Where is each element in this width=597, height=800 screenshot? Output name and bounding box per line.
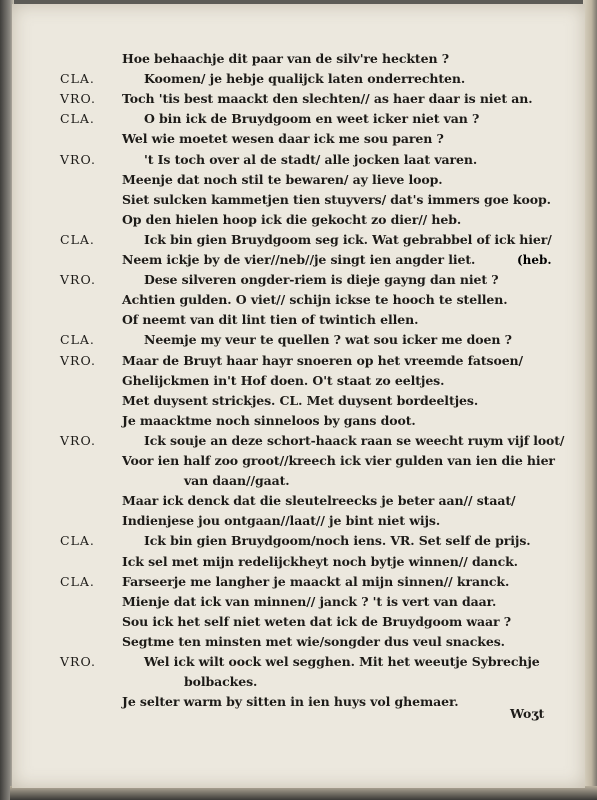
line-text: Hoe behaachje dit paar van de silv're heckten ? — [122, 51, 449, 66]
speaker-label: VRO. — [60, 151, 96, 167]
dialogue-line — [12, 511, 585, 531]
line-text: Ick bin gien Bruydgoom/noch iens. VR. Set self de prijs. — [144, 533, 531, 549]
line-text: Meenje dat noch stil te bewaren/ ay lieve loop. — [122, 171, 443, 187]
line-text: Toch 'tis best maackt den slechten// as haer daar is niet an. — [122, 91, 533, 107]
dialogue-line — [12, 632, 585, 652]
line-text: bolbackes. — [184, 674, 258, 690]
dialogue-line — [12, 391, 585, 411]
dialogue-line — [12, 109, 585, 129]
line-text: Ick souje an deze schort-haack raan se weecht ruym vijf loot/ — [144, 432, 565, 448]
speaker-label: VRO. — [60, 432, 96, 448]
line-text: Of neemt van dit lint tien of twintich ellen. — [122, 312, 419, 328]
dialogue-line — [12, 190, 585, 210]
speaker-label: CLA. — [60, 533, 95, 549]
line-text: Siet sulcken kammetjen tien stuyvers/ dat's immers goe koop. — [122, 191, 551, 207]
dialogue-line — [12, 471, 585, 491]
line-text: Mienje dat ick van minnen// janck ? 't is vert van daar. — [122, 593, 497, 609]
dialogue-line — [12, 89, 585, 109]
line-text: Neemje my veur te quellen ? wat sou icker me doen ? — [144, 332, 512, 348]
line-text: Wel wie moetet wesen daar ick me sou paren ? — [122, 131, 444, 147]
line-text: Koomen/ je hebje qualijck laten onderrechten. — [144, 71, 466, 87]
dialogue-line — [12, 250, 585, 270]
dialogue-line — [12, 451, 585, 471]
line-text: O bin ick de Bruydgoom en weet icker niet van ? — [144, 111, 480, 127]
dialogue-line — [12, 330, 585, 350]
dialogue-line — [12, 552, 585, 572]
dialogue-line — [12, 129, 585, 149]
line-text: Maar de Bruyt haar hayr snoeren op het vreemde fatsoen/ — [122, 352, 524, 368]
line-text: Maar ick denck dat die sleutelreecks je beter aan// staat/ — [122, 493, 516, 509]
dialogue-line — [12, 170, 585, 190]
dialogue-line — [12, 351, 585, 371]
speaker-label: CLA. — [60, 231, 95, 247]
dialogue-line — [12, 310, 585, 330]
speaker-label: CLA. — [60, 71, 95, 87]
speaker-label: CLA. — [60, 573, 95, 589]
line-text: Farseerje me langher je maackt al mijn sinnen// kranck. — [122, 573, 510, 589]
line-text: Achtien gulden. O viet// schijn ickse te hooch te stellen. — [122, 292, 508, 308]
dialogue-line — [12, 49, 585, 69]
line-text: Je maacktme noch sinneloos by gans doot. — [122, 412, 416, 428]
speaker-label: VRO. — [60, 654, 96, 669]
dialogue-line — [12, 431, 585, 451]
line-text: Neem ickje by de vier//neb//je singt ien angder liet. — [122, 252, 476, 267]
dialogue-line — [12, 491, 585, 511]
line-text: Wel ick wilt oock wel segghen. Mit het weeutje Sybrechje — [144, 654, 540, 669]
dialogue-line — [12, 652, 585, 672]
dialogue-line — [12, 290, 585, 310]
dialogue-line — [12, 371, 585, 391]
speaker-label: CLA. — [60, 332, 95, 348]
speaker-label: VRO. — [60, 352, 96, 368]
line-text: van daan//gaat. — [184, 473, 290, 489]
page-edge-bottom — [10, 786, 597, 800]
line-text: Sou ick het self niet weten dat ick de Bruydgoom waar ? — [122, 613, 511, 629]
line-text: Ick bin gien Bruydgoom seg ick. Wat gebrabbel of ick hier/ — [144, 231, 552, 247]
dialogue-line — [12, 592, 585, 612]
book-page — [12, 4, 585, 788]
line-text: Voor ien half zoo groot//kreech ick vier gulden van ien die hier — [122, 453, 555, 468]
line-text: Dese silveren ongder-riem is dieje gayng dan niet ? — [144, 272, 499, 288]
dialogue-line — [12, 150, 585, 170]
heb-continuation: (heb. — [517, 253, 552, 267]
dialogue-line — [12, 612, 585, 632]
dialogue-line — [12, 69, 585, 89]
line-text: Je selter warm by sitten in ien huys vol ghemaer. — [122, 694, 459, 710]
dialogue-line — [12, 672, 585, 692]
dialogue-line — [12, 230, 585, 250]
catchword: Woʒt — [510, 706, 545, 721]
line-text: Ghelijckmen in't Hof doen. O't staat zo eeltjes. — [122, 372, 445, 388]
line-text: 't Is toch over al de stadt/ alle jocken laat varen. — [144, 151, 478, 167]
page-edge-right — [583, 0, 597, 800]
line-text: Op den hielen hoop ick die gekocht zo dier// heb. — [122, 211, 462, 227]
dialogue-line — [12, 572, 585, 592]
line-text: Met duysent strickjes. CL. Met duysent bordeeltjes. — [122, 392, 479, 408]
dialogue-line — [12, 692, 585, 712]
speaker-label: CLA. — [60, 111, 95, 127]
line-text: Indienjese jou ontgaan//laat// je bint niet wijs. — [122, 513, 441, 529]
line-text: Segtme ten minsten met wie/songder dus veul snackes. — [122, 633, 505, 649]
speaker-label: VRO. — [60, 272, 96, 288]
dialogue-line — [12, 531, 585, 551]
dialogue-line — [12, 411, 585, 431]
dialogue-line — [12, 210, 585, 230]
speaker-label: VRO. — [60, 91, 96, 107]
line-text: Ick sel met mijn redelijckheyt noch bytje winnen// danck. — [122, 553, 518, 569]
dialogue-line — [12, 270, 585, 290]
